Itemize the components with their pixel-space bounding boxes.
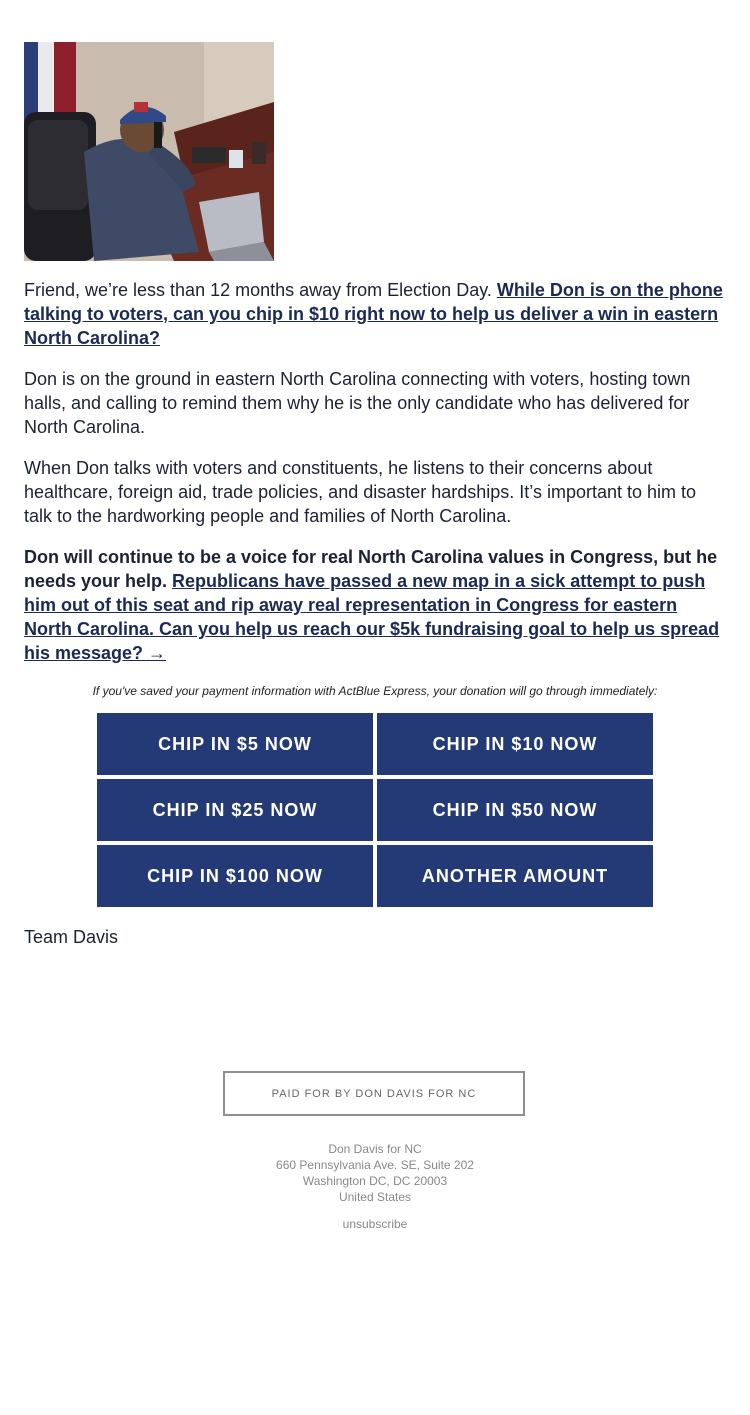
donate-link-10[interactable]: While Don is on the phone [496,280,723,300]
ground-line-3: North Carolina. [24,417,146,437]
appeal-line-2: needs your help. [24,571,173,591]
chip-in-50-button[interactable]: CHIP IN $50 NOW [377,779,653,841]
fundraising-link-2[interactable]: him out of this seat and rip away real representation in Congress for eastern [24,595,678,615]
voters-line-3: talk to the hardworking people and families of North Carolina. [24,506,512,526]
voters-paragraph [24,456,700,528]
voters-line-2: healthcare, foreign aid, trade policies, and disaster hardships. It’s important to him to [24,482,697,502]
chip-in-25-button[interactable]: CHIP IN $25 NOW [97,779,373,841]
actblue-express-note: If you've saved your payment information with ActBlue Express, your donation will go through immediately: [92,684,658,698]
footer-city: Washington DC, DC 20003 [302,1174,448,1188]
unsubscribe-link[interactable]: unsubscribe [342,1217,408,1231]
photo-illustration [24,42,274,261]
fundraising-link-4[interactable]: his message? → [24,643,167,663]
footer-street: 660 Pennsylvania Ave. SE, Suite 202 [276,1158,474,1172]
appeal-line-1: Don will continue to be a voice for real North Carolina values in Congress, but he [24,547,718,567]
signature: Team Davis [24,927,119,947]
donate-link-10-end[interactable]: North Carolina? [24,328,161,348]
intro-paragraph [24,278,723,350]
fundraising-link[interactable]: Republicans have passed a new map in a sick attempt to push [172,571,706,591]
voters-line-1: When Don talks with voters and constituents, he listens to their concerns about [24,458,653,478]
chip-in-100-button[interactable]: CHIP IN $100 NOW [97,845,373,907]
appeal-paragraph [24,545,720,665]
footer-org: Don Davis for NC [328,1142,422,1156]
donate-link-10-cont[interactable]: talking to voters, can you chip in $10 right now to help us deliver a win in eastern [24,304,719,324]
fundraising-link-3[interactable]: North Carolina. Can you help us reach our $5k fundraising goal to help us spread [24,619,720,639]
paid-for-box: PAID FOR BY DON DAVIS FOR NC [223,1071,525,1116]
chip-in-10-button[interactable]: CHIP IN $10 NOW [377,713,653,775]
ground-paragraph [24,367,700,439]
intro-text: Friend, we’re less than 12 months away from Election Day. [24,280,497,300]
chip-in-5-button[interactable]: CHIP IN $5 NOW [97,713,373,775]
another-amount-button[interactable]: ANOTHER AMOUNT [377,845,653,907]
candidate-photo [24,42,274,261]
ground-line-1: Don is on the ground in eastern North Carolina connecting with voters, hosting town [24,369,691,389]
ground-line-2: halls, and calling to remind them why he is the only candidate who has delivered for [24,393,690,413]
footer-country: United States [338,1190,412,1204]
